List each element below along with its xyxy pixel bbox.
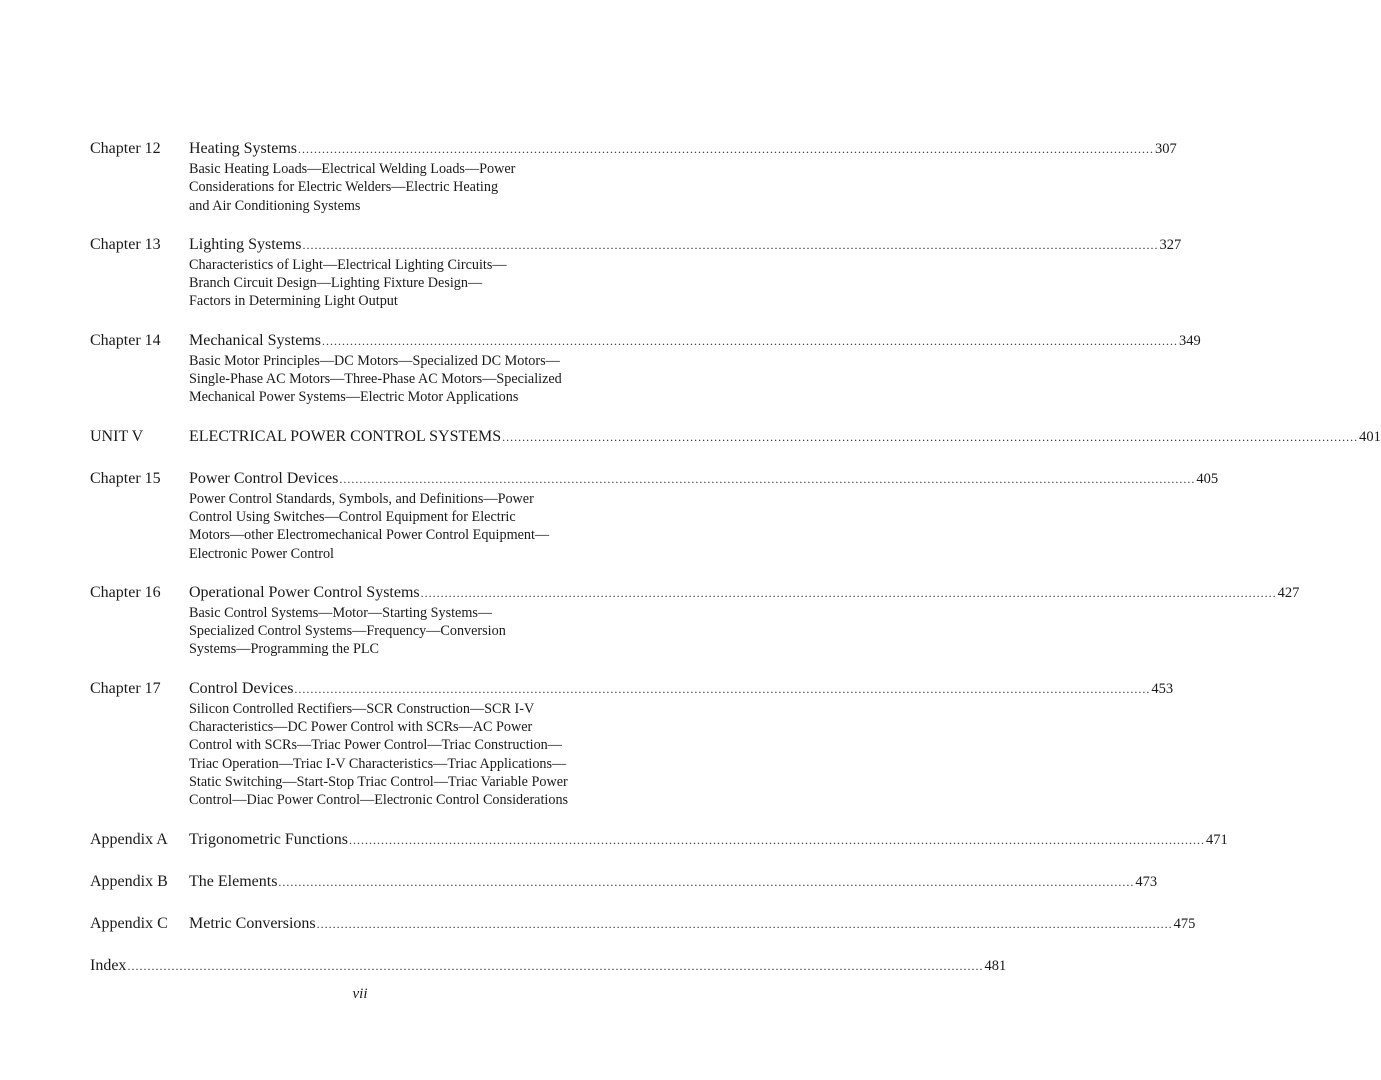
- entry-page-number: 473: [1135, 873, 1158, 890]
- entry-description: [189, 604, 1299, 659]
- entry-description: [189, 700, 1173, 810]
- dot-leader: [339, 468, 1195, 490]
- entry-label: Chapter 15: [90, 469, 161, 487]
- toc-entry-appendix-b: [90, 871, 1158, 893]
- toc-entry-chapter-16: [90, 582, 1300, 659]
- entry-title: Heating Systems: [189, 140, 297, 157]
- entry-page-number: 471: [1205, 831, 1228, 848]
- dot-leader: [294, 678, 1150, 700]
- description-line: Triac Operation—Triac I-V Characteristics—Triac Applications—: [189, 755, 567, 772]
- description-line: Mechanical Power Systems—Electric Motor Applications: [189, 389, 519, 406]
- entry-title: Operational Power Control Systems: [189, 583, 420, 601]
- description-line: Branch Circuit Design—Lighting Fixture Design—: [189, 275, 483, 292]
- toc-entry-chapter-14: [90, 330, 1201, 407]
- dot-leader: [298, 138, 1154, 160]
- description-line: Basic Heating Loads—Electrical Welding Loads—Power: [189, 161, 516, 177]
- entry-title: Mechanical Systems: [189, 331, 321, 349]
- entry-title: ELECTRICAL POWER CONTROL SYSTEMS: [189, 427, 502, 445]
- entry-page-number: 427: [1277, 584, 1300, 601]
- entry-label: Appendix A: [90, 830, 168, 848]
- toc-entry-unit-v: [90, 426, 1381, 448]
- toc-entry-chapter-12: [90, 138, 1177, 215]
- entry-page-number: 405: [1196, 470, 1219, 487]
- description-line: Control—Diac Power Control—Electronic Control Considerations: [189, 792, 569, 809]
- entry-label: Chapter 14: [90, 331, 161, 349]
- entry-description: [189, 490, 1218, 563]
- entry-title: Control Devices: [189, 679, 294, 697]
- entry-description: [189, 160, 1177, 215]
- entry-page-number: 349: [1178, 332, 1201, 349]
- dot-leader: [127, 955, 983, 977]
- entry-title: Trigonometric Functions: [189, 830, 348, 848]
- description-line: Control Using Switches—Control Equipment for Electric: [189, 508, 516, 525]
- toc-entry-index: [90, 955, 1007, 977]
- description-line: Basic Control Systems—Motor—Starting Systems—: [189, 604, 493, 621]
- entry-description: [189, 256, 1181, 311]
- entry-page-number: 453: [1151, 680, 1174, 697]
- description-line: Single-Phase AC Motors—Three-Phase AC Motors—Specialized: [189, 371, 562, 388]
- description-line: Control with SCRs—Triac Power Control—Triac Construction—: [189, 737, 562, 754]
- dot-leader: [349, 829, 1205, 851]
- entry-page-number: 401: [1359, 428, 1381, 445]
- entry-title: Lighting Systems: [189, 235, 302, 253]
- entry-page-number: 327: [1159, 236, 1182, 253]
- entry-label: Appendix B: [90, 872, 168, 890]
- entry-label: Chapter 17: [90, 679, 161, 697]
- entry-label: UNIT V: [90, 427, 144, 445]
- description-line: Factors in Determining Light Output: [189, 293, 398, 310]
- entry-title: Metric Conversions: [189, 914, 316, 932]
- description-line: Considerations for Electric Welders—Electric Heating: [189, 179, 499, 196]
- toc-entry-appendix-c: [90, 913, 1196, 935]
- description-line: Characteristics—DC Power Control with SCRs—AC Power: [189, 719, 533, 736]
- entry-page-number: 481: [984, 957, 1007, 974]
- description-line: Basic Motor Principles—DC Motors—Specialized DC Motors—: [189, 352, 560, 369]
- toc-entry-chapter-13: [90, 234, 1182, 311]
- description-line: Characteristics of Light—Electrical Lighting Circuits—: [189, 256, 507, 273]
- description-line: Specialized Control Systems—Frequency—Conversion: [189, 623, 506, 640]
- description-line: Silicon Controlled Rectifiers—SCR Construction—SCR I-V: [189, 700, 535, 717]
- entry-page-number: 475: [1173, 915, 1196, 932]
- dot-leader: [421, 582, 1277, 604]
- entry-label: Appendix C: [90, 914, 168, 932]
- toc-entry-chapter-15: [90, 468, 1219, 563]
- description-line: Motors—other Electromechanical Power Control Equipment—: [189, 527, 550, 544]
- dot-leader: [278, 871, 1134, 893]
- entry-label: Chapter 13: [90, 235, 161, 253]
- description-line: Static Switching—Start-Stop Triac Control—Triac Variable Power: [189, 773, 568, 790]
- toc-entry-appendix-a: [90, 829, 1228, 851]
- dot-leader: [502, 426, 1358, 448]
- description-line: Systems—Programming the PLC: [189, 641, 379, 658]
- entry-label: Chapter 16: [90, 583, 161, 601]
- entry-description: [189, 352, 1201, 407]
- description-line: Electronic Power Control: [189, 545, 334, 562]
- page-number-footer: vii: [352, 986, 368, 1002]
- entry-label: Chapter 12: [90, 140, 161, 157]
- dot-leader: [302, 234, 1158, 256]
- table-of-contents: [90, 138, 1381, 977]
- entry-title: Index: [90, 956, 127, 974]
- dot-leader: [322, 330, 1178, 352]
- dot-leader: [317, 913, 1173, 935]
- description-line: and Air Conditioning Systems: [189, 197, 361, 214]
- entry-title: The Elements: [189, 872, 278, 890]
- description-line: Power Control Standards, Symbols, and Definitions—Power: [189, 490, 534, 507]
- entry-title: Power Control Devices: [189, 469, 339, 487]
- toc-entry-chapter-17: [90, 678, 1174, 810]
- entry-page-number: 307: [1155, 141, 1177, 157]
